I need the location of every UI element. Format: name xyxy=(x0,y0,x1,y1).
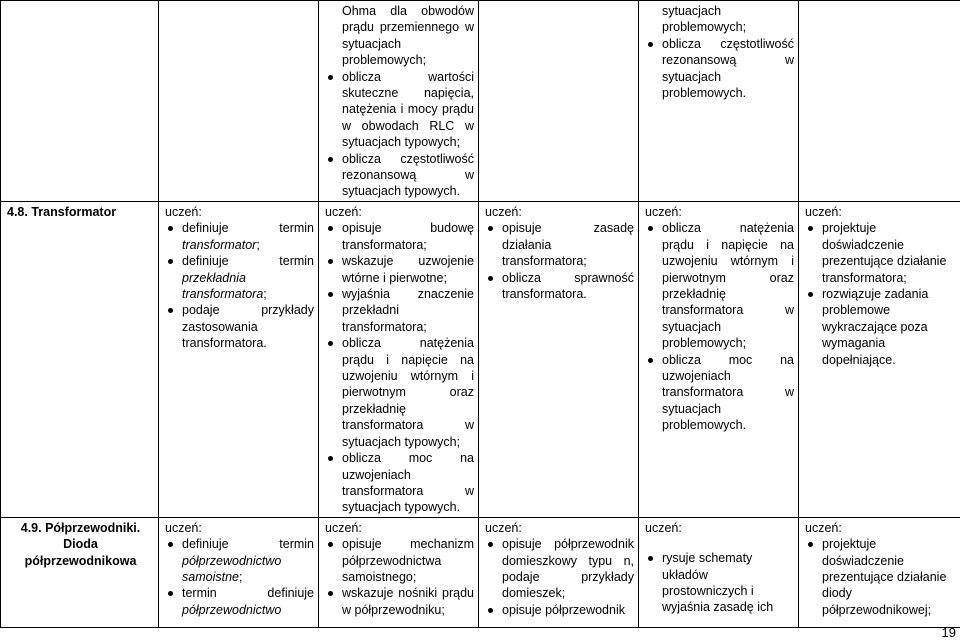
cell-header: uczeń: xyxy=(805,520,842,535)
list-item: opisuje zasadę działania transformatora; xyxy=(485,220,634,269)
list-item: wyjaśnia znaczenie przekładni transformatora; xyxy=(325,286,474,335)
list-item: Ohma dla obwodów prądu przemiennego w sytuacjach problemowych; xyxy=(342,4,474,68)
list-item: podaje przykłady zastosowania transformatora. xyxy=(165,302,314,351)
topic-cell: 4.8. Transformator xyxy=(1,202,159,518)
level-1-cell xyxy=(159,1,319,202)
cell-header: uczeń: xyxy=(165,205,202,219)
level-3-cell xyxy=(479,517,639,627)
list-item: opisuje mechanizm półprzewodnictwa samoistnego; xyxy=(325,536,474,585)
cell-header: uczeń: xyxy=(805,205,842,219)
topic-cell xyxy=(1,1,159,202)
cell-header: uczeń: xyxy=(325,205,362,219)
list-item: sytuacjach problemowych; xyxy=(662,4,747,35)
cell-header: uczeń: xyxy=(645,520,682,535)
level-2-cell xyxy=(319,202,479,518)
topic-cell: 4.9. Półprzewodniki. Dioda półprzewodnikowa xyxy=(1,517,159,627)
list-item: rozwiązuje zadania problemowe wykraczające poza wymagania dopełniające. xyxy=(805,286,956,368)
level-5-cell xyxy=(799,202,960,518)
list-item: opisuje półprzewodnik xyxy=(485,602,634,618)
page-number: 19 xyxy=(941,625,956,640)
level-5-cell xyxy=(799,1,960,202)
list-item: opisuje półprzewodnik domieszkowy typu n, podaje przykłady domieszek; xyxy=(485,536,634,602)
list-item: wskazuje uzwojenie wtórne i pierwotne; xyxy=(325,253,474,286)
level-5-cell xyxy=(799,517,960,627)
level-3-cell xyxy=(479,1,639,202)
level-1-cell xyxy=(159,202,319,518)
list-item: projektuje doświadczenie prezentujące działanie transformatora; xyxy=(805,220,956,286)
level-4-cell xyxy=(639,1,799,202)
cell-header: uczeń: xyxy=(165,520,202,535)
list-item: oblicza moc na uzwojeniach transformatora w sytuacjach problemowych. xyxy=(645,352,794,434)
level-3-cell xyxy=(479,202,639,518)
list-item: wskazuje nośniki prądu w półprzewodniku; xyxy=(325,585,474,618)
cell-header: uczeń: xyxy=(325,520,362,535)
level-2-cell xyxy=(319,517,479,627)
level-4-cell xyxy=(639,202,799,518)
list-item: projektuje doświadczenie prezentujące działanie diody półprzewodnikowej; xyxy=(805,536,956,618)
cell-header: uczeń: xyxy=(645,205,682,219)
list-item: oblicza natężenia prądu i napięcie na uzwojeniu wtórnym i pierwotnym oraz przekładnię transformatora w sytuacjach typowych; xyxy=(325,335,474,450)
list-item: oblicza częstotliwość rezonansową w sytuacjach problemowych. xyxy=(645,36,794,102)
list-item: oblicza częstotliwość rezonansową w sytuacjach typowych. xyxy=(325,151,474,200)
list-item: opisuje budowę transformatora; xyxy=(325,220,474,253)
table-row xyxy=(1,1,960,202)
list-item: oblicza natężenia prądu i napięcie na uzwojeniu wtórnym i pierwotnym oraz przekładnię transformatora w sytuacjach problemowych; xyxy=(645,220,794,351)
list-item: oblicza wartości skuteczne napięcia, natężenia i mocy prądu w obwodach RLC w sytuacjach typowych; xyxy=(325,69,474,151)
level-4-cell xyxy=(639,517,799,627)
cell-header: uczeń: xyxy=(485,520,522,535)
list-item: oblicza sprawność transformatora. xyxy=(485,270,634,303)
list-item: definiuje termin transformator; xyxy=(165,220,314,253)
table-row xyxy=(1,517,960,627)
level-1-cell xyxy=(159,517,319,627)
list-item: definiuje termin półprzewodnictwo samoistne; xyxy=(165,536,314,585)
list-item: oblicza moc na uzwojeniach transformatora w sytuacjach typowych. xyxy=(325,450,474,516)
list-item: rysuje schematy układów prostowniczych i wyjaśnia zasadę ich xyxy=(645,550,794,616)
list-item: termin definiuje półprzewodnictwo xyxy=(165,585,314,618)
level-2-cell xyxy=(319,1,479,202)
table-row xyxy=(1,202,960,518)
list-item: definiuje termin przekładnia transformatora; xyxy=(165,253,314,302)
cell-header: uczeń: xyxy=(485,205,522,219)
